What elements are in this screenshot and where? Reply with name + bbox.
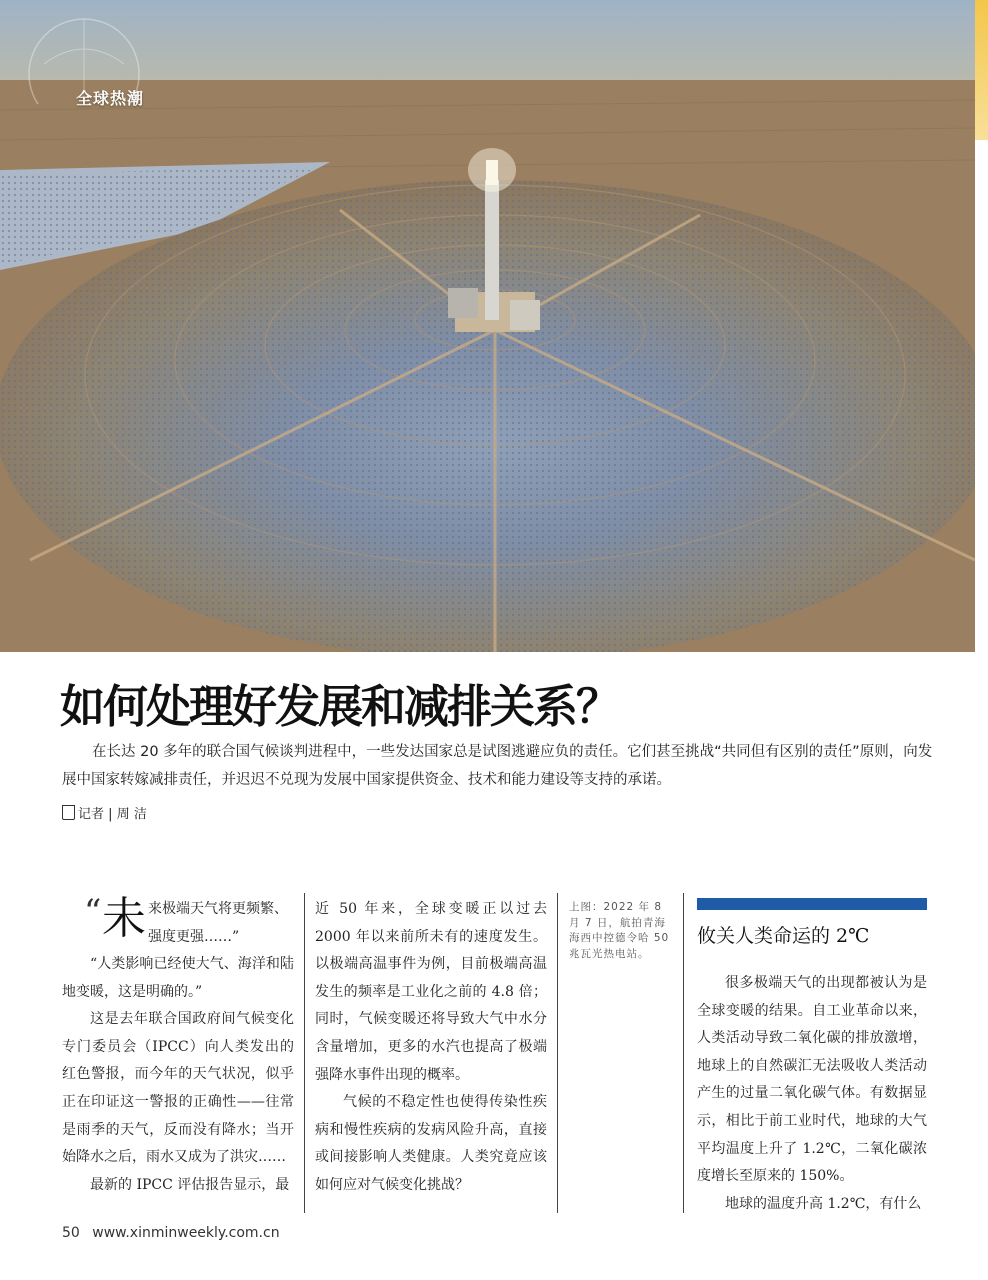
pen-icon — [62, 805, 75, 820]
lead-paragraph: 在长达 20 多年的联合国气候谈判进程中，一些发达国家总是试图逃避应负的责任。它们甚至挑战“共同但有区别的责任”原则，向发展中国家转嫁减排责任，并迟迟不兑现为发展中国家提供资金、技术和能力建设等支持的承诺。 — [62, 744, 933, 788]
photo-caption: 上图：2022 年 8 月 7 日，航拍青海海西中控德令哈 50 兆瓦光热电站。 — [569, 901, 670, 960]
byline-name: 周 洁 — [116, 807, 147, 822]
body-paragraph: 这是去年联合国政府间气候变化专门委员会（IPCC）向人类发出的红色警报，而今年的天气状况，似乎正在印证这一警报的正确性——往常是雨季的天气，反而没有降水；当开始降水之后，雨水又成为了洪灾…… — [62, 1011, 294, 1166]
body-paragraph: 很多极端天气的出现都被认为是全球变暖的结果。自工业革命以来，人类活动导致二氧化碳的排放激增，地球上的自然碳汇无法吸收人类活动产生的过量二氧化碳气体。有数据显示，相比于前工业时代，地球的大气平均温度上升了 1.2℃，二氧化碳浓度增长至原来的 150%。 — [697, 975, 927, 1185]
column-divider — [683, 893, 684, 1213]
body-column-1 — [62, 951, 294, 1199]
byline-label: 记者 — [78, 807, 105, 822]
sidebar-body — [697, 970, 927, 1218]
page-edge-bar — [975, 0, 988, 140]
body-paragraph: 地球的温度升高 1.2℃，有什么 — [725, 1195, 922, 1212]
sidebar-accent-bar — [697, 898, 927, 910]
section-tag: 全球热潮 — [76, 89, 145, 108]
column-divider — [557, 893, 558, 1213]
footer-url: www.xinminweekly.com.cn — [92, 1225, 280, 1241]
byline — [62, 803, 147, 822]
column-divider — [304, 893, 305, 1213]
dropcap: 未 — [102, 893, 146, 944]
body-column-2 — [315, 896, 547, 1200]
sidebar-title: 攸关人类命运的 2℃ — [697, 925, 870, 947]
body-paragraph: “人类影响已经使大气、海洋和陆地变暖，这是明确的。” — [62, 956, 294, 1000]
byline-separator: | — [108, 807, 113, 822]
body-paragraph: 气候的不稳定性也使得传染性疾病和慢性疾病的发病风险升高，直接或间接影响人类健康。人类究竟应该如何应对气候变化挑战？ — [315, 1094, 547, 1193]
quote-mark: “ — [84, 892, 102, 932]
quote-lead: 来极端天气将更频繁、强度更强……” — [148, 901, 288, 945]
body-paragraph: 最新的 IPCC 评估报告显示，最 — [90, 1176, 290, 1193]
headline: 如何处理好发展和减排关系？ — [60, 680, 620, 733]
page-number: 50 — [62, 1225, 80, 1241]
body-paragraph: 近 50 年来，全球变暖正以过去 2000 年以来前所未有的速度发生。以极端高温事件为例，目前极端高温发生的频率是工业化之前的 4.8 倍；同时，气候变暖还将导致大气中水分含量增加，更多的水汽也提高了极端强降水事件出现的概率。 — [315, 901, 547, 1083]
page-footer — [62, 1225, 280, 1241]
